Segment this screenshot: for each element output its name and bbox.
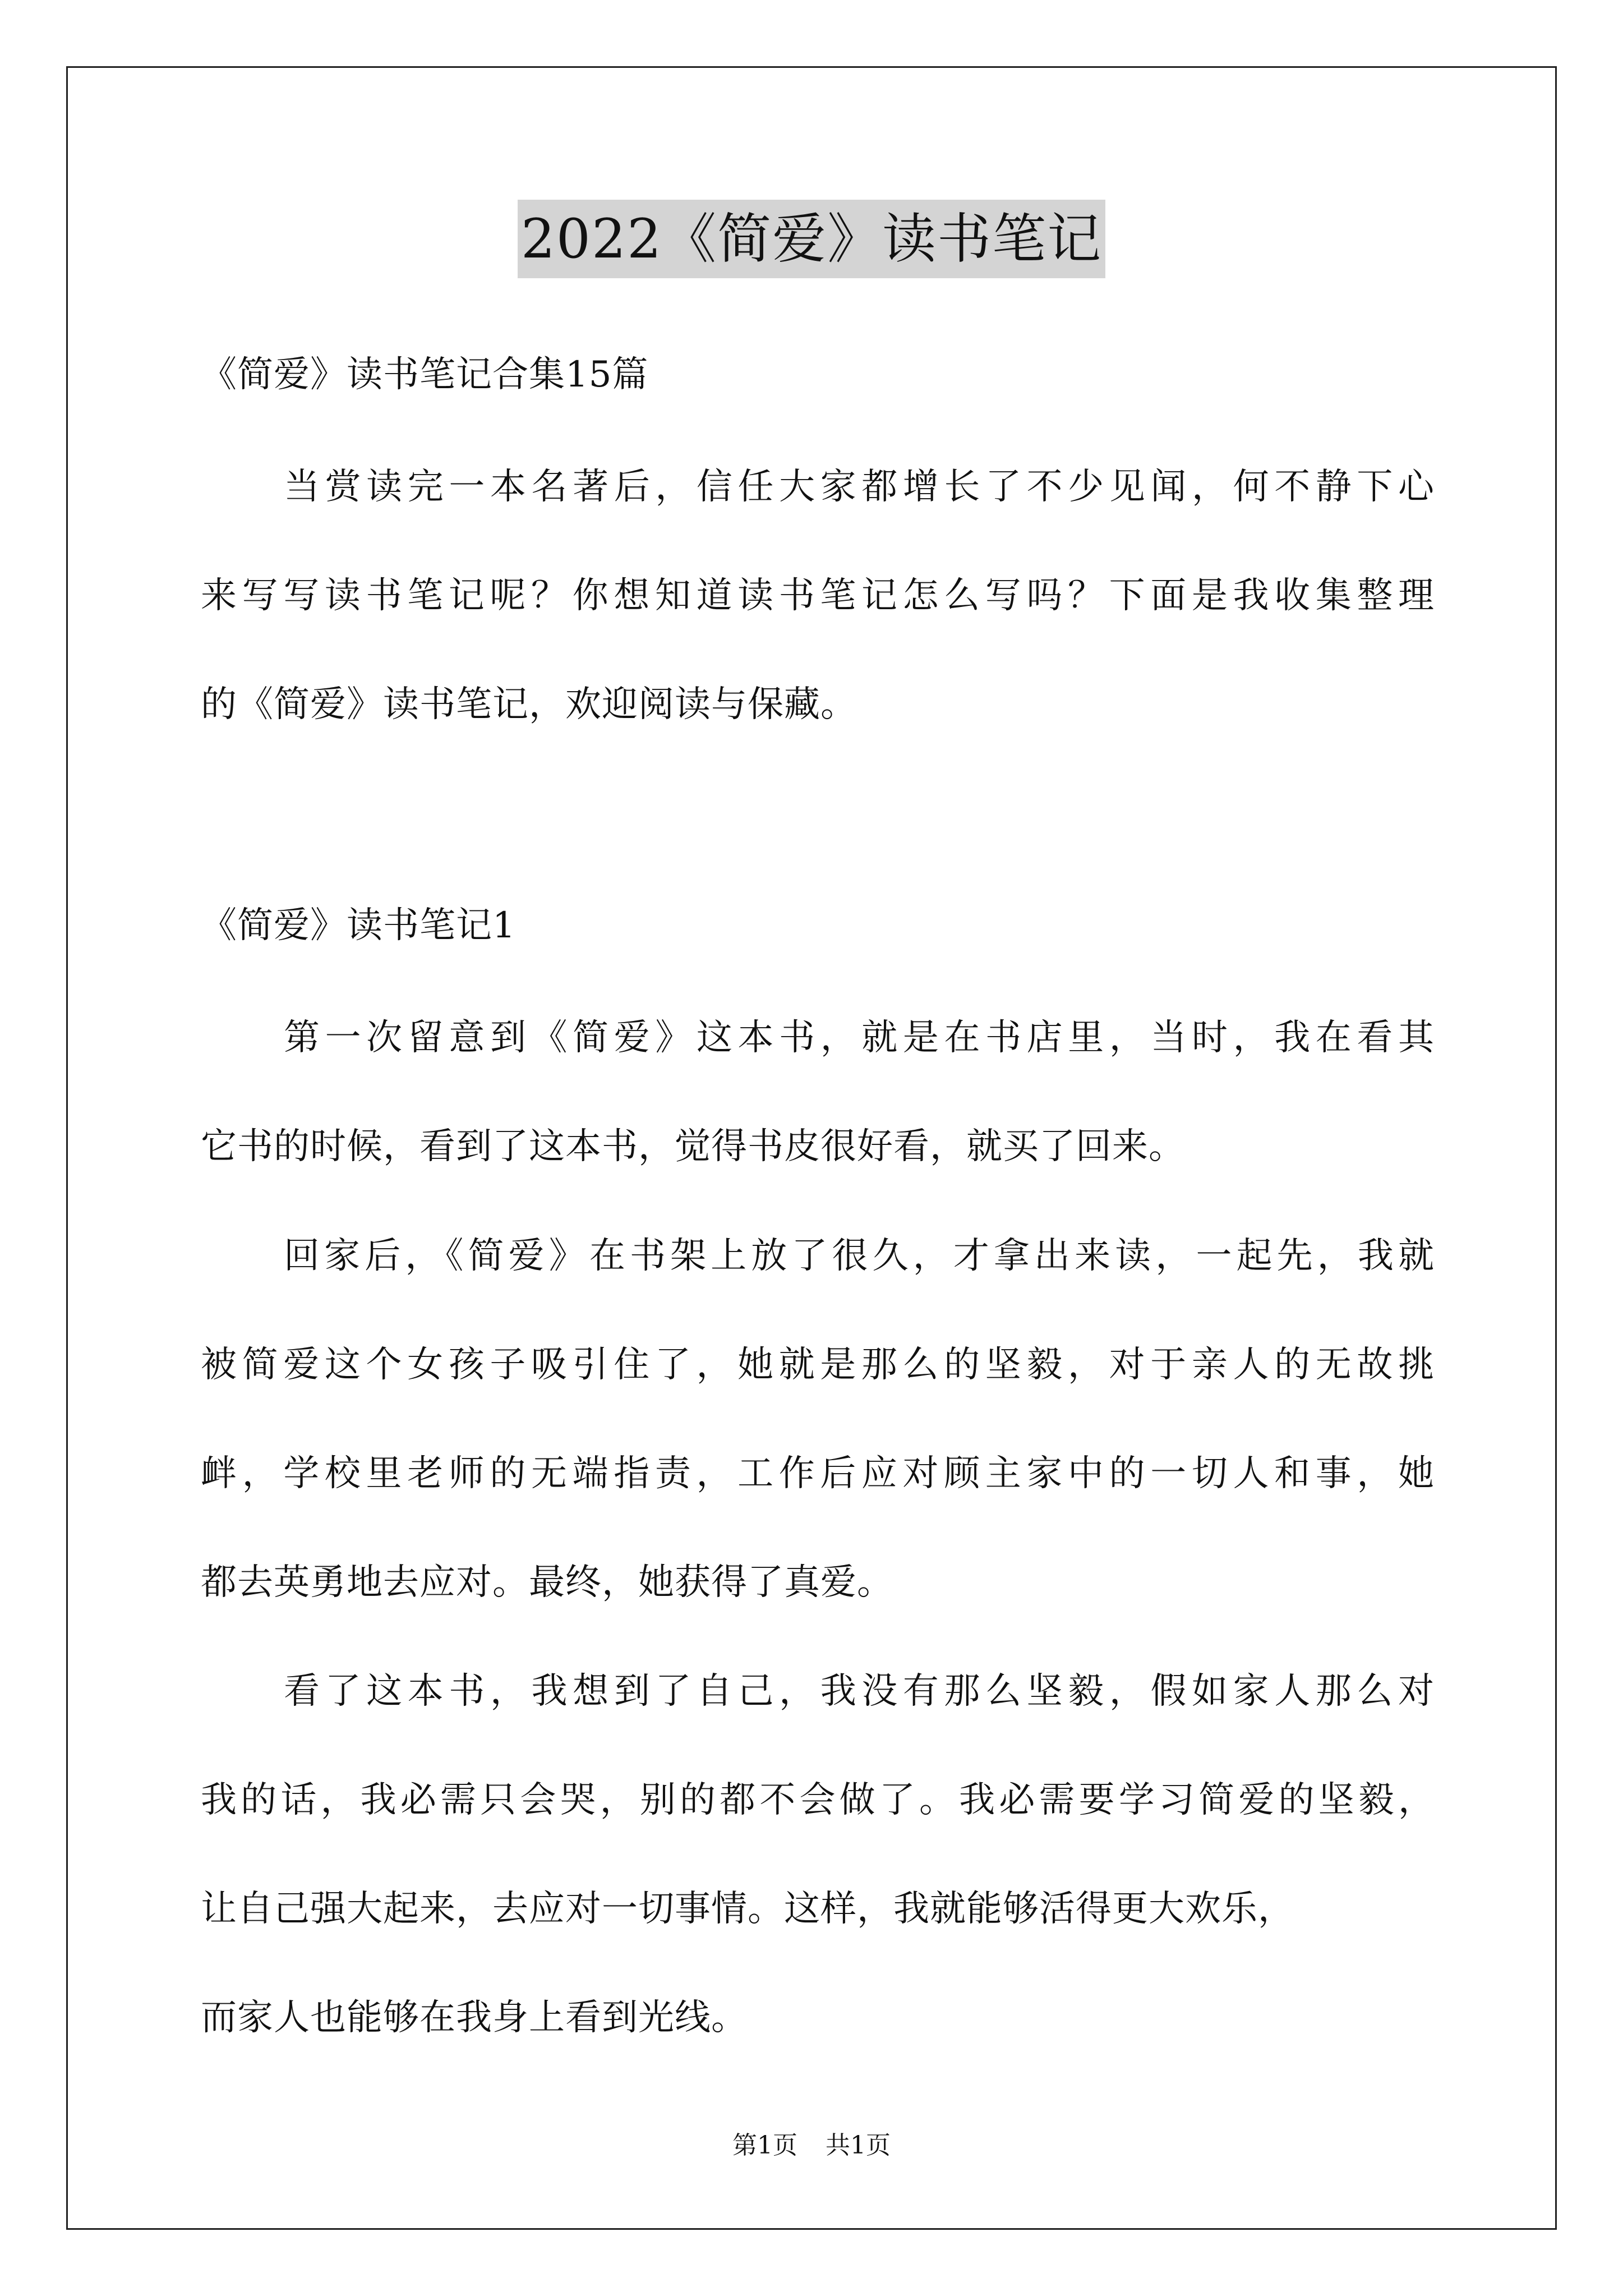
paragraph-line: 让自己强大起来，去应对一切事情。这样，我就能够活得更大欢乐，	[201, 1888, 1294, 1930]
page-footer	[0, 2129, 1623, 2162]
intro-line: 当赏读完一本名著后，信任大家都增长了不少见闻，何不静下心	[284, 466, 1435, 508]
paragraph-line: 看了这本书，我想到了自己，我没有那么坚毅，假如家人那么对	[284, 1671, 1435, 1712]
intro-line: 的《简爱》读书笔记，欢迎阅读与保藏。	[201, 684, 857, 725]
paragraph-line: 被简爱这个女孩子吸引住了，她就是那么的坚毅，对于亲人的无故挑	[201, 1344, 1435, 1386]
paragraph-line: 第一次留意到《简爱》这本书，就是在书店里，当时，我在看其	[284, 1017, 1435, 1059]
document-title: 2022《简爱》读书笔记	[518, 200, 1105, 278]
paragraph-line: 它书的时候，看到了这本书，觉得书皮很好看，就买了回来。	[201, 1126, 1185, 1167]
paragraph-line: 衅，学校里老师的无端指责，工作后应对顾主家中的一切人和事，她	[201, 1453, 1435, 1494]
page-total: 共1页	[826, 2131, 891, 2160]
paragraph-line: 我的话，我必需只会哭，别的都不会做了。我必需要学习简爱的坚毅，	[201, 1779, 1435, 1821]
intro-line: 来写写读书笔记呢？你想知道读书笔记怎么写吗？下面是我收集整理	[201, 575, 1435, 616]
paragraph-line: 回家后，《简爱》在书架上放了很久，才拿出来读，一起先，我就	[284, 1235, 1435, 1277]
paragraph-line: 都去英勇地去应对。最终，她获得了真爱。	[201, 1562, 893, 1603]
paragraph-line: 而家人也能够在我身上看到光线。	[201, 1997, 748, 2039]
document-subtitle: 《简爱》读书笔记合集15篇	[201, 354, 649, 395]
section-heading: 《简爱》读书笔记1	[201, 905, 516, 946]
page-number: 第1页	[732, 2131, 797, 2160]
title-container	[0, 200, 1623, 278]
